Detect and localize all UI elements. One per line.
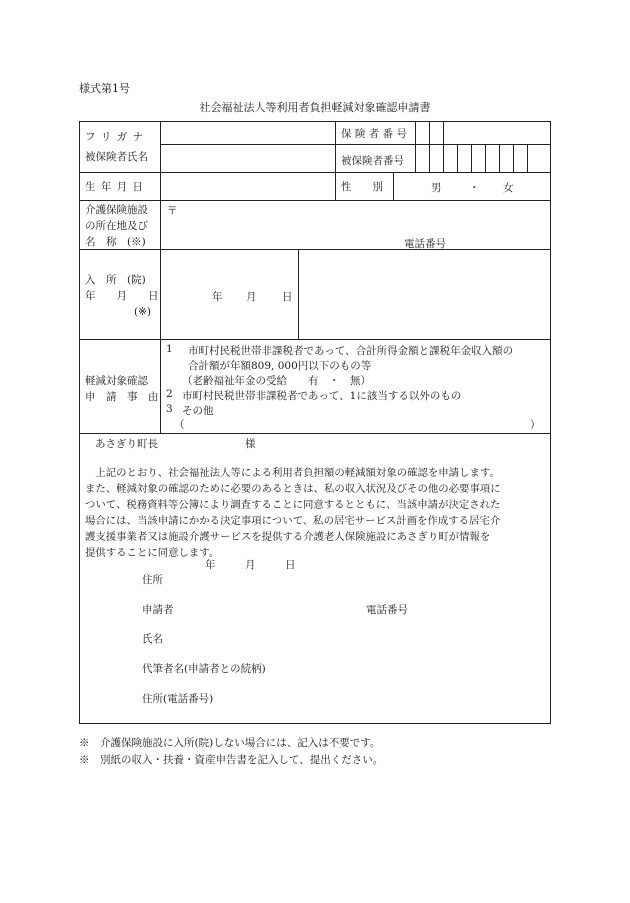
furigana-label: フ リ ガ ナ [85, 131, 145, 143]
insurer-number-label: 保 険 者 番 号 [341, 128, 407, 140]
footnote-1: ※ 介護保険施設に入所(院)しない場合には、記入は不要です。 [79, 737, 381, 749]
reason-2-text: 市町村民税世帯非課税者であって、1に該当する以外のもの [182, 390, 462, 402]
insured-number-cell[interactable] [429, 144, 430, 172]
consent-paragraph [85, 465, 547, 561]
sex-option-female[interactable]: 女 [503, 182, 514, 194]
addressee: あさぎり町長 [95, 438, 158, 450]
row-divider-birth [79, 200, 551, 201]
admission-year: 年 [212, 291, 223, 303]
application-date-month: 月 [245, 559, 256, 571]
row-divider-name [79, 172, 551, 173]
reason-1-line-1: 市町村民税世帯非課税者であって、合計所得金額と課税年金収入額の [188, 345, 514, 357]
reason-1-line-2: 合計額が年額809, 000円以下のもの等 [188, 360, 372, 372]
application-date-year: 年 [205, 559, 216, 571]
facility-label-line-1: 介護保険施設 [85, 204, 148, 216]
sex-option-separator: ・ [469, 182, 480, 194]
insured-number-cell[interactable] [457, 144, 458, 172]
reason-3-text: その他 [182, 405, 214, 417]
reason-label-line-2: 申 請 事 由 [85, 391, 159, 403]
applicant-name-label: 氏名 [142, 633, 163, 645]
reason-2-number: 2 [166, 388, 173, 400]
applicant-address-label: 住所 [142, 574, 163, 586]
admission-month: 月 [246, 291, 257, 303]
insured-number-cell[interactable] [499, 144, 500, 172]
reason-label-line-1: 軽減対象確認 [85, 375, 148, 387]
honorific: 様 [245, 438, 256, 450]
sex-label-divider [393, 172, 394, 200]
consent-line: また、軽減対象の確認のために必要のあるときは、私の収入状況及びその他の必要事項に [85, 483, 501, 495]
other-paren-open: （ [174, 419, 185, 431]
insurer-number-cell[interactable] [443, 121, 444, 144]
form-title: 社会福祉法人等利用者負担軽減対象確認申請書 [199, 101, 431, 114]
consent-line: 場合には、当該申請にかかる決定事項について、私の居宅サービス計画を作成する居宅介 [85, 515, 501, 527]
insured-number-label: 被保険者番号 [341, 155, 404, 167]
proxy-address-label: 住所(電話番号) [142, 693, 214, 705]
facility-label-line-3: 名 称 (※) [85, 236, 146, 248]
form-number: 様式第1号 [79, 82, 130, 95]
insured-number-cell[interactable] [513, 144, 514, 172]
row-divider-reason [79, 433, 551, 434]
admission-date-divider [298, 249, 299, 339]
number-label-right-divider [415, 121, 416, 172]
row-divider-facility [79, 249, 551, 250]
insured-number-cell[interactable] [443, 144, 444, 172]
admission-label-line-3: (※) [134, 306, 151, 318]
insured-number-cell[interactable] [485, 144, 486, 172]
facility-phone-label: 電話番号 [404, 238, 446, 250]
insured-name-label: 被保険者氏名 [85, 151, 148, 163]
reason-1-line-3: （老齢福祉年金の受給 有 ・ 無） [182, 375, 371, 387]
consent-line: 提供することに同意します。 [85, 547, 220, 559]
admission-label-line-1: 入 所 (院) [85, 274, 146, 286]
row-divider-admission [79, 339, 551, 340]
footnote-2: ※ 別紙の収入・扶養・資産申告書を記入して、提出ください。 [79, 754, 384, 766]
applicant-phone-label: 電話番号 [366, 604, 408, 616]
row-divider-furigana [160, 144, 551, 145]
applicant-label: 申請者 [142, 604, 174, 616]
reason-1-number: 1 [166, 343, 173, 355]
other-paren-close: ） [530, 419, 541, 431]
sex-option-male[interactable]: 男 [431, 182, 442, 194]
birthdate-label: 生 年 月 日 [85, 181, 145, 193]
application-date-day: 日 [285, 559, 296, 571]
number-label-left-divider [335, 121, 336, 200]
consent-line: 護支援事業者又は施設介護サービスを提供する介護老人保険施設にあさぎり町が情報を [85, 531, 491, 543]
label-column-divider [160, 121, 161, 433]
insurer-number-cell[interactable] [429, 121, 430, 144]
reason-3-number: 3 [166, 403, 173, 415]
admission-label-line-2: 年 月 日 [85, 290, 159, 302]
postal-mark: 〒 [167, 205, 178, 217]
consent-line: ついて、税務資料等公簿により調査することに同意するとともに、当該申請が決定された [85, 499, 501, 511]
insured-number-cell[interactable] [471, 144, 472, 172]
insured-number-cell[interactable] [527, 144, 528, 172]
admission-day: 日 [282, 291, 293, 303]
proxy-writer-label: 代筆者名(申請者との続柄) [142, 663, 266, 675]
consent-line: 上記のとおり、社会福祉法人等による利用者負担額の軽減額対象の確認を申請します。 [85, 467, 500, 479]
facility-label-line-2: の所在地及び [85, 220, 148, 232]
sex-label: 性 別 [341, 181, 383, 193]
